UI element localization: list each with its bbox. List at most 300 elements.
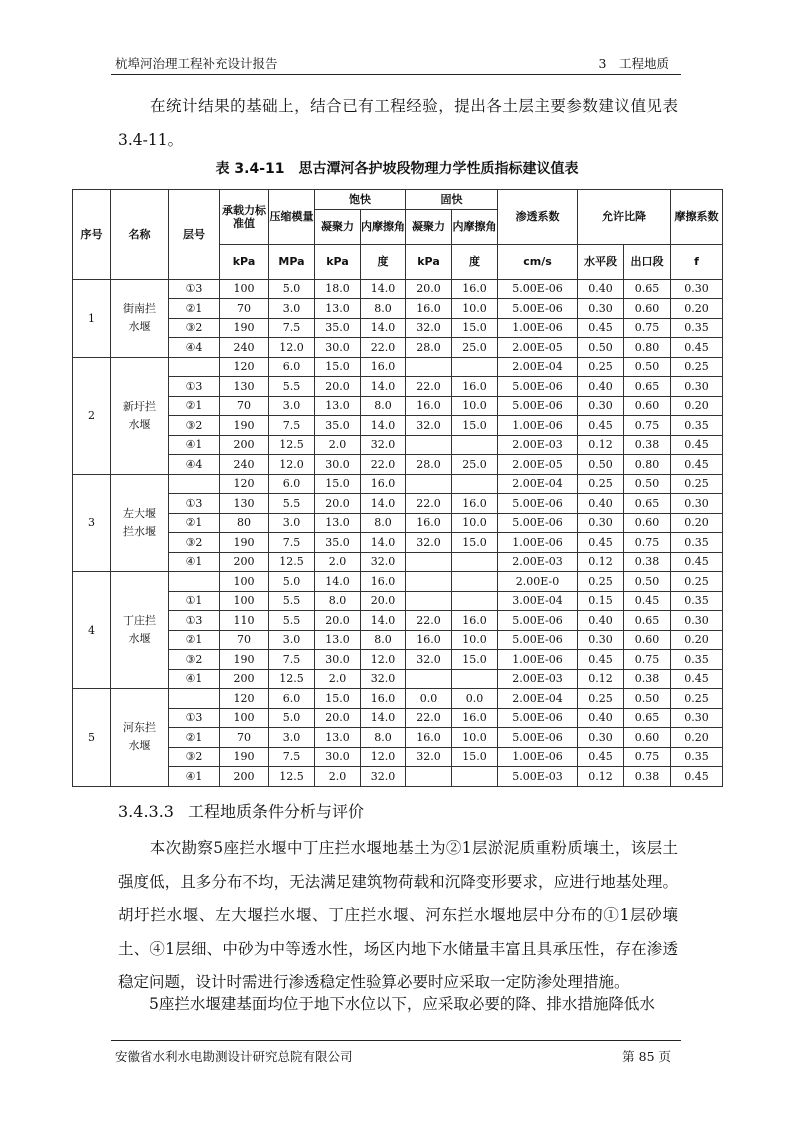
cell-bearing: 130: [220, 494, 269, 514]
cell-permeability: 2.00E-03: [498, 669, 578, 689]
table-row: [73, 708, 723, 728]
cell-gradient-horizontal: 0.25: [578, 357, 624, 377]
cell-gradient-outlet: 0.60: [624, 728, 671, 748]
cell-con-cohesion: 16.0: [406, 299, 452, 319]
table-row: [73, 689, 723, 709]
cell-modulus: 7.5: [269, 533, 315, 553]
cell-layer: ③2: [169, 318, 220, 338]
cell-layer: ①1: [169, 591, 220, 611]
cell-sat-friction: 12.0: [361, 650, 406, 670]
cell-bearing: 200: [220, 435, 269, 455]
cell-gradient-outlet: 0.65: [624, 611, 671, 631]
cell-con-friction: 0.0: [452, 689, 498, 709]
cell-gradient-outlet: 0.38: [624, 552, 671, 572]
table-row: [73, 728, 723, 748]
footer-company: 安徽省水利水电勘测设计研究总院有限公司: [115, 1049, 353, 1064]
cell-gradient-outlet: 0.60: [624, 299, 671, 319]
cell-con-friction: 15.0: [452, 416, 498, 436]
cell-permeability: 2.00E-05: [498, 455, 578, 475]
cell-bearing: 190: [220, 650, 269, 670]
table-row: [73, 318, 723, 338]
col-header-permeability: 渗透系数: [498, 190, 578, 245]
cell-layer: ④1: [169, 435, 220, 455]
cell-sat-cohesion: 13.0: [315, 299, 361, 319]
cell-permeability: 5.00E-06: [498, 279, 578, 299]
cell-modulus: 3.0: [269, 513, 315, 533]
cell-sat-friction: 14.0: [361, 611, 406, 631]
cell-sat-friction: 22.0: [361, 338, 406, 358]
body-paragraph-2: 5座拦水堰建基面均位于地下水位以下，应采取必要的降、排水措施降低水: [118, 995, 655, 1013]
cell-con-friction: 16.0: [452, 611, 498, 631]
table-row: [73, 377, 723, 397]
cell-con-friction: 15.0: [452, 747, 498, 767]
cell-gradient-horizontal: 0.25: [578, 474, 624, 494]
cell-sat-cohesion: 15.0: [315, 474, 361, 494]
cell-modulus: 12.5: [269, 669, 315, 689]
table-row: [73, 611, 723, 631]
cell-layer: [169, 357, 220, 377]
cell-name: 丁庄拦水堰: [111, 572, 169, 689]
cell-sat-friction: 14.0: [361, 533, 406, 553]
cell-con-cohesion: 32.0: [406, 650, 452, 670]
cell-sat-friction: 8.0: [361, 299, 406, 319]
cell-modulus: 5.0: [269, 279, 315, 299]
cell-con-friction: [452, 669, 498, 689]
cell-con-cohesion: 0.0: [406, 689, 452, 709]
cell-modulus: 5.0: [269, 572, 315, 592]
cell-bearing: 120: [220, 357, 269, 377]
cell-permeability: 2.00E-0: [498, 572, 578, 592]
cell-con-friction: 15.0: [452, 533, 498, 553]
table-row: [73, 572, 723, 592]
cell-sat-cohesion: 13.0: [315, 396, 361, 416]
cell-modulus: 12.0: [269, 338, 315, 358]
cell-modulus: 12.5: [269, 435, 315, 455]
cell-modulus: 7.5: [269, 318, 315, 338]
cell-modulus: 5.0: [269, 708, 315, 728]
cell-friction-coef: 0.25: [671, 474, 723, 494]
cell-con-cohesion: 16.0: [406, 728, 452, 748]
cell-con-cohesion: [406, 767, 452, 787]
cell-layer: ③2: [169, 747, 220, 767]
cell-gradient-horizontal: 0.12: [578, 767, 624, 787]
cell-con-cohesion: 32.0: [406, 747, 452, 767]
cell-permeability: 2.00E-03: [498, 435, 578, 455]
col-header-layer: 层号: [169, 190, 220, 280]
table-row: [73, 338, 723, 358]
cell-con-friction: 25.0: [452, 455, 498, 475]
cell-modulus: 12.0: [269, 455, 315, 475]
cell-name: 街南拦水堰: [111, 279, 169, 357]
cell-friction-coef: 0.20: [671, 728, 723, 748]
cell-con-cohesion: [406, 552, 452, 572]
cell-gradient-horizontal: 0.40: [578, 377, 624, 397]
cell-gradient-horizontal: 0.45: [578, 416, 624, 436]
cell-friction-coef: 0.35: [671, 318, 723, 338]
cell-permeability: 5.00E-06: [498, 396, 578, 416]
cell-gradient-outlet: 0.50: [624, 689, 671, 709]
cell-gradient-outlet: 0.45: [624, 591, 671, 611]
cell-layer: ①3: [169, 494, 220, 514]
cell-seq: 5: [73, 689, 111, 787]
cell-bearing: 100: [220, 572, 269, 592]
cell-permeability: 5.00E-06: [498, 630, 578, 650]
cell-modulus: 7.5: [269, 650, 315, 670]
cell-gradient-outlet: 0.65: [624, 494, 671, 514]
cell-con-friction: 10.0: [452, 396, 498, 416]
cell-bearing: 120: [220, 474, 269, 494]
cell-friction-coef: 0.45: [671, 435, 723, 455]
cell-con-friction: 16.0: [452, 279, 498, 299]
cell-con-friction: 15.0: [452, 318, 498, 338]
cell-name: 新圩拦水堰: [111, 357, 169, 474]
cell-permeability: 2.00E-04: [498, 357, 578, 377]
cell-sat-cohesion: 13.0: [315, 630, 361, 650]
cell-modulus: 3.0: [269, 396, 315, 416]
cell-gradient-horizontal: 0.40: [578, 708, 624, 728]
cell-friction-coef: 0.20: [671, 513, 723, 533]
unit-f: f: [671, 244, 723, 279]
cell-layer: ①3: [169, 611, 220, 631]
header-report-title: 杭埠河治理工程补充设计报告: [115, 56, 278, 71]
col-header-bearing: 承载力标准值: [220, 190, 269, 245]
cell-gradient-outlet: 0.65: [624, 279, 671, 299]
cell-sat-cohesion: 2.0: [315, 552, 361, 572]
cell-gradient-outlet: 0.60: [624, 396, 671, 416]
cell-permeability: 5.00E-06: [498, 299, 578, 319]
cell-friction-coef: 0.45: [671, 338, 723, 358]
cell-bearing: 190: [220, 318, 269, 338]
col-header-consolidated: 固快: [406, 190, 498, 210]
cell-bearing: 200: [220, 552, 269, 572]
col-header-friction-coef: 摩擦系数: [671, 190, 723, 245]
table-row: [73, 552, 723, 572]
cell-sat-friction: 14.0: [361, 377, 406, 397]
cell-sat-friction: 14.0: [361, 279, 406, 299]
unit-degree: 度: [361, 244, 406, 279]
section-number: 3.4.3.3: [118, 802, 174, 821]
cell-con-cohesion: 20.0: [406, 279, 452, 299]
cell-con-cohesion: 28.0: [406, 455, 452, 475]
col-header-name: 名称: [111, 190, 169, 280]
col-header-gradient: 允许比降: [578, 190, 671, 245]
cell-friction-coef: 0.25: [671, 357, 723, 377]
table-row: [73, 591, 723, 611]
cell-bearing: 70: [220, 299, 269, 319]
cell-con-cohesion: 22.0: [406, 494, 452, 514]
cell-permeability: 5.00E-03: [498, 767, 578, 787]
cell-sat-cohesion: 30.0: [315, 747, 361, 767]
cell-bearing: 70: [220, 728, 269, 748]
cell-sat-friction: 8.0: [361, 630, 406, 650]
cell-gradient-horizontal: 0.40: [578, 279, 624, 299]
cell-layer: [169, 474, 220, 494]
cell-gradient-outlet: 0.60: [624, 513, 671, 533]
cell-gradient-horizontal: 0.45: [578, 747, 624, 767]
cell-gradient-horizontal: 0.45: [578, 533, 624, 553]
cell-seq: 3: [73, 474, 111, 572]
cell-con-cohesion: [406, 669, 452, 689]
cell-bearing: 240: [220, 338, 269, 358]
cell-sat-cohesion: 35.0: [315, 416, 361, 436]
cell-friction-coef: 0.20: [671, 396, 723, 416]
cell-modulus: 7.5: [269, 416, 315, 436]
cell-friction-coef: 0.30: [671, 377, 723, 397]
cell-sat-friction: 8.0: [361, 513, 406, 533]
table-row: [73, 767, 723, 787]
cell-sat-friction: 32.0: [361, 552, 406, 572]
col-header-friction-angle: 内摩擦角: [361, 209, 406, 244]
cell-gradient-horizontal: 0.45: [578, 318, 624, 338]
cell-modulus: 12.5: [269, 552, 315, 572]
cell-sat-friction: 32.0: [361, 435, 406, 455]
cell-sat-cohesion: 20.0: [315, 611, 361, 631]
col-header-modulus: 压缩模量: [269, 190, 315, 245]
cell-sat-friction: 16.0: [361, 474, 406, 494]
table-row: [73, 416, 723, 436]
cell-bearing: 240: [220, 455, 269, 475]
cell-friction-coef: 0.20: [671, 299, 723, 319]
cell-con-friction: 25.0: [452, 338, 498, 358]
cell-gradient-horizontal: 0.15: [578, 591, 624, 611]
cell-permeability: 1.00E-06: [498, 416, 578, 436]
cell-sat-friction: 32.0: [361, 767, 406, 787]
cell-modulus: 6.0: [269, 689, 315, 709]
cell-con-friction: 15.0: [452, 650, 498, 670]
table-caption: 表 3.4-11 思古潭河各护坡段物理力学性质指标建议值表: [215, 161, 579, 177]
cell-gradient-outlet: 0.75: [624, 650, 671, 670]
cell-permeability: 2.00E-04: [498, 474, 578, 494]
cell-con-cohesion: [406, 435, 452, 455]
cell-sat-cohesion: 13.0: [315, 728, 361, 748]
table-row: [73, 435, 723, 455]
cell-modulus: 5.5: [269, 611, 315, 631]
cell-permeability: 5.00E-06: [498, 728, 578, 748]
cell-permeability: 2.00E-05: [498, 338, 578, 358]
cell-bearing: 200: [220, 669, 269, 689]
table-row: [73, 279, 723, 299]
cell-con-friction: [452, 474, 498, 494]
cell-sat-friction: 14.0: [361, 416, 406, 436]
table-row: [73, 669, 723, 689]
cell-sat-cohesion: 15.0: [315, 689, 361, 709]
cell-layer: ④4: [169, 338, 220, 358]
cell-con-cohesion: [406, 591, 452, 611]
cell-layer: ②1: [169, 630, 220, 650]
cell-sat-friction: 20.0: [361, 591, 406, 611]
cell-friction-coef: 0.35: [671, 650, 723, 670]
cell-layer: ①3: [169, 377, 220, 397]
cell-permeability: 5.00E-06: [498, 513, 578, 533]
cell-permeability: 5.00E-06: [498, 494, 578, 514]
table-row: [73, 533, 723, 553]
cell-modulus: 12.5: [269, 767, 315, 787]
cell-layer: ②1: [169, 728, 220, 748]
cell-con-cohesion: 22.0: [406, 611, 452, 631]
cell-layer: [169, 572, 220, 592]
cell-friction-coef: 0.35: [671, 747, 723, 767]
cell-sat-cohesion: 15.0: [315, 357, 361, 377]
cell-bearing: 100: [220, 591, 269, 611]
cell-sat-friction: 12.0: [361, 747, 406, 767]
cell-permeability: 5.00E-06: [498, 377, 578, 397]
cell-con-friction: 10.0: [452, 513, 498, 533]
cell-layer: ③2: [169, 416, 220, 436]
cell-sat-friction: 16.0: [361, 572, 406, 592]
cell-con-cohesion: 16.0: [406, 513, 452, 533]
section-heading: [118, 799, 364, 822]
cell-con-friction: 10.0: [452, 728, 498, 748]
cell-friction-coef: 0.25: [671, 572, 723, 592]
cell-gradient-horizontal: 0.40: [578, 611, 624, 631]
cell-seq: 4: [73, 572, 111, 689]
cell-gradient-outlet: 0.65: [624, 377, 671, 397]
unit-mpa: MPa: [269, 244, 315, 279]
cell-gradient-horizontal: 0.25: [578, 572, 624, 592]
cell-gradient-horizontal: 0.30: [578, 630, 624, 650]
cell-permeability: 1.00E-06: [498, 747, 578, 767]
cell-sat-friction: 16.0: [361, 357, 406, 377]
cell-sat-cohesion: 13.0: [315, 513, 361, 533]
soil-parameter-table: [72, 189, 723, 787]
cell-gradient-horizontal: 0.50: [578, 455, 624, 475]
cell-sat-friction: 22.0: [361, 455, 406, 475]
cell-con-cohesion: 22.0: [406, 708, 452, 728]
cell-gradient-horizontal: 0.12: [578, 669, 624, 689]
cell-gradient-horizontal: 0.30: [578, 728, 624, 748]
cell-sat-cohesion: 20.0: [315, 708, 361, 728]
table-row: [73, 396, 723, 416]
cell-layer: ②1: [169, 299, 220, 319]
cell-gradient-outlet: 0.75: [624, 416, 671, 436]
cell-modulus: 5.5: [269, 377, 315, 397]
cell-bearing: 100: [220, 708, 269, 728]
cell-permeability: 2.00E-04: [498, 689, 578, 709]
cell-con-friction: 10.0: [452, 299, 498, 319]
cell-sat-cohesion: 30.0: [315, 650, 361, 670]
cell-gradient-outlet: 0.50: [624, 572, 671, 592]
cell-con-cohesion: 16.0: [406, 630, 452, 650]
cell-seq: 1: [73, 279, 111, 357]
cell-name: 河东拦水堰: [111, 689, 169, 787]
cell-modulus: 7.5: [269, 747, 315, 767]
footer-page-number: 第 85 页: [622, 1049, 671, 1064]
cell-friction-coef: 0.20: [671, 630, 723, 650]
col-header-outlet: 出口段: [624, 244, 671, 279]
cell-gradient-horizontal: 0.45: [578, 650, 624, 670]
cell-gradient-outlet: 0.75: [624, 533, 671, 553]
cell-modulus: 5.5: [269, 494, 315, 514]
cell-sat-friction: 14.0: [361, 708, 406, 728]
cell-friction-coef: 0.30: [671, 708, 723, 728]
cell-gradient-horizontal: 0.12: [578, 435, 624, 455]
table-row: [73, 630, 723, 650]
cell-sat-cohesion: 2.0: [315, 767, 361, 787]
cell-gradient-outlet: 0.38: [624, 435, 671, 455]
cell-friction-coef: 0.35: [671, 591, 723, 611]
cell-bearing: 80: [220, 513, 269, 533]
cell-bearing: 190: [220, 416, 269, 436]
unit-kpa: kPa: [220, 244, 269, 279]
cell-bearing: 70: [220, 396, 269, 416]
cell-con-cohesion: 32.0: [406, 318, 452, 338]
cell-friction-coef: 0.45: [671, 455, 723, 475]
cell-layer: ①3: [169, 708, 220, 728]
cell-gradient-outlet: 0.75: [624, 318, 671, 338]
cell-sat-friction: 32.0: [361, 669, 406, 689]
cell-friction-coef: 0.45: [671, 552, 723, 572]
cell-bearing: 190: [220, 747, 269, 767]
cell-permeability: 2.00E-03: [498, 552, 578, 572]
cell-gradient-horizontal: 0.30: [578, 396, 624, 416]
cell-sat-cohesion: 30.0: [315, 455, 361, 475]
cell-gradient-horizontal: 0.12: [578, 552, 624, 572]
cell-bearing: 190: [220, 533, 269, 553]
cell-gradient-horizontal: 0.40: [578, 494, 624, 514]
cell-con-friction: [452, 552, 498, 572]
cell-con-cohesion: [406, 474, 452, 494]
cell-sat-cohesion: 8.0: [315, 591, 361, 611]
cell-gradient-outlet: 0.65: [624, 708, 671, 728]
table-row: [73, 513, 723, 533]
cell-sat-cohesion: 14.0: [315, 572, 361, 592]
intro-paragraph: 在统计结果的基础上，结合已有工程经验，提出各土层主要参数建议值见表3.4-11。: [118, 97, 678, 149]
cell-con-cohesion: 32.0: [406, 416, 452, 436]
body-paragraph-1: 本次勘察5座拦水堰中丁庄拦水堰地基土为②1层淤泥质重粉质壤土，该层土强度低，且多分布不均，无法满足建筑物荷载和沉降变形要求，应进行地基处理。胡圩拦水堰、左大堰拦水堰、丁庄拦水堰、河东拦水堰地层中分布的①1层砂壤土、④1层细、中砂为中等透水性，场区内地下水储量丰富且具承压性，存在渗透稳定问题，设计时需进行渗透稳定性验算必要时应采取一定防渗处理措施。: [118, 839, 678, 991]
cell-bearing: 70: [220, 630, 269, 650]
cell-friction-coef: 0.35: [671, 416, 723, 436]
cell-permeability: 3.00E-04: [498, 591, 578, 611]
unit-degree: 度: [452, 244, 498, 279]
cell-bearing: 130: [220, 377, 269, 397]
cell-con-cohesion: [406, 572, 452, 592]
unit-cms: cm/s: [498, 244, 578, 279]
cell-friction-coef: 0.30: [671, 279, 723, 299]
cell-friction-coef: 0.45: [671, 767, 723, 787]
table-row: [73, 357, 723, 377]
cell-permeability: 1.00E-06: [498, 650, 578, 670]
cell-sat-cohesion: 2.0: [315, 669, 361, 689]
cell-gradient-horizontal: 0.30: [578, 299, 624, 319]
col-header-cohesion: 凝聚力: [315, 209, 361, 244]
cell-gradient-outlet: 0.38: [624, 669, 671, 689]
cell-permeability: 5.00E-06: [498, 708, 578, 728]
cell-layer: ③2: [169, 650, 220, 670]
cell-friction-coef: 0.30: [671, 611, 723, 631]
cell-sat-cohesion: 20.0: [315, 494, 361, 514]
cell-permeability: 1.00E-06: [498, 318, 578, 338]
cell-sat-friction: 8.0: [361, 728, 406, 748]
cell-gradient-outlet: 0.80: [624, 338, 671, 358]
cell-layer: [169, 689, 220, 709]
cell-con-friction: 10.0: [452, 630, 498, 650]
cell-sat-cohesion: 35.0: [315, 318, 361, 338]
cell-layer: ②1: [169, 513, 220, 533]
cell-gradient-outlet: 0.50: [624, 474, 671, 494]
cell-con-cohesion: 32.0: [406, 533, 452, 553]
cell-modulus: 3.0: [269, 728, 315, 748]
cell-gradient-outlet: 0.75: [624, 747, 671, 767]
table-row: [73, 455, 723, 475]
cell-sat-cohesion: 35.0: [315, 533, 361, 553]
col-header-horizontal: 水平段: [578, 244, 624, 279]
cell-friction-coef: 0.30: [671, 494, 723, 514]
cell-modulus: 5.5: [269, 591, 315, 611]
cell-sat-friction: 14.0: [361, 494, 406, 514]
cell-con-friction: 16.0: [452, 494, 498, 514]
cell-con-cohesion: 22.0: [406, 377, 452, 397]
table-row: [73, 747, 723, 767]
